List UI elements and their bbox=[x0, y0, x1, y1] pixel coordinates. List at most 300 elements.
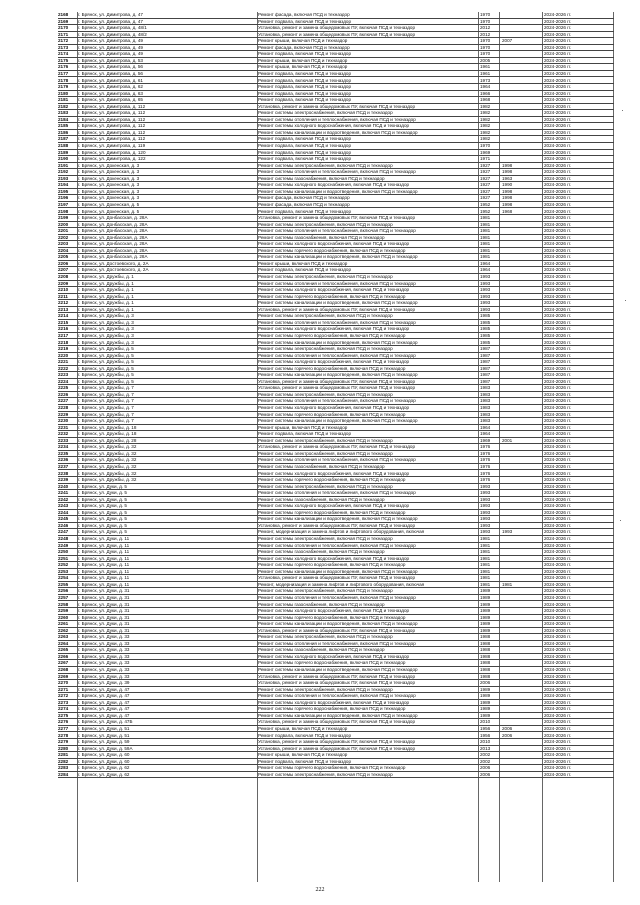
table-row bbox=[58, 680, 614, 687]
row-address: г. Брянск, ул. Дуки, д. 11 bbox=[78, 536, 130, 541]
row-address: г. Брянск, ул. Димитрова, д. 56 bbox=[78, 64, 143, 70]
row-work-type: Ремонт системы канализации и водоотведения, включая ПСД и техназдор bbox=[258, 300, 418, 306]
table-row bbox=[58, 136, 614, 143]
table-row bbox=[58, 556, 614, 563]
row-year-repair bbox=[502, 104, 518, 110]
row-year-built: 1981 bbox=[480, 234, 491, 240]
table-row bbox=[58, 595, 614, 602]
table-row bbox=[58, 300, 614, 307]
row-year-repair bbox=[502, 359, 518, 365]
table-row bbox=[58, 484, 614, 491]
row-year-repair bbox=[502, 261, 518, 267]
table-row bbox=[58, 418, 614, 425]
row-period: 2024-2026 гг. bbox=[544, 57, 572, 63]
row-work-type: Ремонт системы отопления и теплоснабжения, включая ПСД и техназдор bbox=[258, 319, 416, 325]
row-number: 2262 bbox=[58, 627, 69, 633]
row-period: 2024-2026 гг. bbox=[544, 372, 572, 378]
row-year-built: 1993 bbox=[480, 509, 491, 515]
row-period: 2024-2026 гг. bbox=[544, 228, 572, 234]
row-year-built: 1983 bbox=[480, 405, 491, 410]
row-work-type: Ремонт системы отопления и теплоснабжения, включая ПСД и техназдор bbox=[258, 457, 416, 463]
row-period: 2024-2026 гг. bbox=[544, 260, 572, 266]
row-year-built: 1968 bbox=[480, 97, 491, 103]
table-row bbox=[58, 78, 614, 85]
row-number: 2243 bbox=[58, 503, 69, 509]
table-row bbox=[58, 588, 614, 595]
row-address: г. Брянск, ул. Дуки, д. 62 bbox=[78, 771, 130, 777]
row-year-built: 1987 bbox=[480, 365, 491, 371]
row-year-built: 1988 bbox=[480, 667, 491, 672]
row-period: 2024-2026 гг. bbox=[544, 208, 572, 214]
row-period: 2024-2026 гг. bbox=[544, 725, 572, 731]
row-number: 2283 bbox=[58, 765, 69, 771]
table-row bbox=[58, 294, 614, 301]
table-row bbox=[58, 615, 614, 622]
row-period: 2024-2026 гг. bbox=[544, 568, 572, 574]
row-year-repair bbox=[502, 706, 518, 712]
row-year-repair bbox=[502, 628, 518, 634]
row-period: 2024-2026 гг. bbox=[544, 765, 572, 771]
row-year-repair bbox=[502, 660, 518, 666]
row-year-repair bbox=[502, 91, 518, 97]
row-year-built: 1976 bbox=[480, 477, 491, 483]
row-year-repair bbox=[502, 45, 518, 51]
row-work-type: Ремонт системы электроснабжения, включая ПСД и техназдор bbox=[258, 483, 393, 489]
table-row bbox=[58, 58, 614, 65]
row-work-type: Ремонт системы горячего водоснабжения, включая ПСД и техназдор bbox=[258, 411, 406, 417]
row-year-repair bbox=[502, 84, 518, 90]
table-row bbox=[58, 91, 614, 98]
row-work-type: Ремонт крыши, включая ПСД и техназдор bbox=[258, 725, 348, 731]
row-address: г. Брянск, ул. Димитрова, д. 122 bbox=[78, 156, 146, 162]
table-row bbox=[58, 431, 614, 438]
row-year-repair bbox=[502, 340, 518, 346]
row-year-built: 1989 bbox=[480, 601, 491, 607]
row-year-repair bbox=[502, 110, 518, 116]
row-period: 2024-2026 гг. bbox=[544, 536, 572, 541]
row-number: 2184 bbox=[58, 116, 69, 122]
row-work-type: Ремонт системы холодного водоснабжения, включая ПСД и техназдор bbox=[258, 359, 410, 365]
row-period: 2024-2026 гг. bbox=[544, 490, 572, 496]
row-work-type: Установка, ремонт и замена общедомовых ПУ, включая ПСД и техназдор bbox=[258, 739, 416, 745]
table-row bbox=[58, 739, 614, 746]
row-number: 2269 bbox=[58, 673, 69, 679]
table-row bbox=[58, 477, 614, 484]
table-row bbox=[58, 32, 614, 39]
row-address: г. Брянск, ул. Донбасская, д. 28А bbox=[78, 221, 148, 227]
row-work-type: Ремонт подвала, включая ПСД и техназдор bbox=[258, 70, 352, 76]
row-number: 2248 bbox=[58, 536, 69, 541]
table-row bbox=[58, 752, 614, 759]
row-year-repair bbox=[502, 602, 518, 608]
row-address: г. Брянск, ул. Димитрова, д. 62 bbox=[78, 84, 143, 90]
row-number: 2178 bbox=[58, 77, 69, 83]
row-year-built: 1981 bbox=[480, 247, 491, 253]
row-year-built: 1973 bbox=[480, 77, 491, 83]
row-year-repair bbox=[502, 457, 518, 463]
row-work-type: Ремонт системы холодного водоснабжения, включая ПСД и техназдор bbox=[258, 699, 410, 705]
row-year-built: 1983 bbox=[480, 411, 491, 417]
row-period: 2024-2026 гг. bbox=[544, 287, 572, 293]
row-year-repair bbox=[502, 543, 518, 549]
row-period: 2024-2026 гг. bbox=[544, 699, 572, 705]
row-address: г. Брянск, ул. Дуки, д. 51 bbox=[78, 725, 130, 731]
row-work-type: Ремонт подвала, включая ПСД и техназдор bbox=[258, 208, 352, 214]
table-row bbox=[58, 313, 614, 320]
row-period: 2024-2026 гг. bbox=[544, 424, 572, 430]
row-work-type: Ремонт крыши, включая ПСД и техназдор bbox=[258, 57, 348, 63]
row-number: 2279 bbox=[58, 739, 69, 745]
table-row bbox=[58, 405, 614, 412]
row-number: 2242 bbox=[58, 496, 69, 502]
row-year-repair bbox=[502, 150, 518, 156]
row-address: г. Брянск, ул. Димитрова, д. 120 bbox=[78, 149, 146, 155]
row-number: 2210 bbox=[58, 287, 69, 293]
row-year-built: 1983 bbox=[480, 385, 491, 391]
row-address: г. Брянск, ул. Дуки, д. 47 bbox=[78, 712, 130, 718]
row-year-repair bbox=[502, 739, 518, 745]
row-year-built: 1985 bbox=[480, 319, 491, 325]
row-year-built: 1989 bbox=[480, 693, 491, 699]
row-address: г. Брянск, ул. Дуки, д. 33 bbox=[78, 640, 130, 646]
row-year-repair bbox=[502, 654, 518, 660]
row-period: 2024-2026 гг. bbox=[544, 70, 572, 76]
row-period: 2024-2026 гг. bbox=[544, 470, 572, 476]
row-address: г. Брянск, ул. Докенская, д. 3 bbox=[78, 195, 140, 201]
row-work-type: Ремонт системы канализации и водоотведения, включая ПСД и техназдор bbox=[258, 621, 418, 627]
table-row bbox=[58, 549, 614, 556]
table-row bbox=[58, 326, 614, 333]
row-work-type: Ремонт системы холодного водоснабжения, включая ПСД и техназдор bbox=[258, 123, 410, 129]
row-number: 2194 bbox=[58, 182, 69, 188]
scan-speck bbox=[625, 300, 626, 301]
row-number: 2203 bbox=[58, 241, 69, 247]
row-work-type: Ремонт системы электроснабжения, включая ПСД и техназдор bbox=[258, 634, 393, 640]
row-address: г. Брянск, ул. Дуки, д. 33 bbox=[78, 634, 130, 640]
row-year-built: 1988 bbox=[480, 634, 491, 640]
table-row bbox=[58, 582, 614, 589]
row-year-repair bbox=[502, 562, 518, 568]
row-year-built: 1985 bbox=[480, 339, 491, 345]
row-year-built: 1970 bbox=[480, 44, 491, 50]
row-address: г. Брянск, ул. Димитрова, д. 65 bbox=[78, 97, 143, 103]
row-number: 2241 bbox=[58, 490, 69, 496]
row-period: 2024-2026 гг. bbox=[544, 188, 572, 194]
table-row bbox=[58, 51, 614, 58]
row-year-repair bbox=[502, 235, 518, 241]
row-year-built: 1989 bbox=[480, 594, 491, 600]
row-address: г. Брянск, ул. Димитрова, д. 112 bbox=[78, 123, 146, 129]
row-address: г. Брянск, ул. Дружбы, д. 1 bbox=[78, 293, 134, 299]
row-address: г. Брянск, ул. Дружбы, д. 32 bbox=[78, 463, 137, 469]
row-period: 2024-2026 гг. bbox=[544, 581, 572, 587]
row-year-built: 1989 bbox=[480, 686, 491, 692]
row-number: 2186 bbox=[58, 129, 69, 135]
row-period: 2024-2026 гг. bbox=[544, 653, 572, 659]
row-year-repair bbox=[502, 693, 518, 699]
table-row bbox=[58, 222, 614, 229]
row-year-repair bbox=[502, 431, 518, 437]
row-work-type: Ремонт системы электроснабжения, включая ПСД и техназдор bbox=[258, 588, 393, 594]
table-row bbox=[58, 536, 614, 543]
row-year-built: 1989 bbox=[480, 621, 491, 627]
row-address: г. Брянск, ул. Докенская, д. 3 bbox=[78, 188, 140, 194]
table-row bbox=[58, 209, 614, 216]
row-number: 2282 bbox=[58, 758, 69, 764]
row-work-type: Ремонт системы отопления и теплоснабжения, включая ПСД и техназдор bbox=[258, 352, 416, 358]
row-address: г. Брянск, ул. Донбасская, д. 28А bbox=[78, 247, 148, 253]
row-number: 2265 bbox=[58, 647, 69, 653]
row-year-built: 1971 bbox=[480, 156, 491, 162]
row-number: 2223 bbox=[58, 372, 69, 378]
row-period: 2024-2026 гг. bbox=[544, 280, 572, 286]
table-row bbox=[58, 372, 614, 379]
row-year-repair bbox=[502, 621, 518, 627]
row-period: 2024-2026 гг. bbox=[544, 136, 572, 142]
row-year-repair bbox=[502, 307, 518, 313]
table-row bbox=[58, 117, 614, 124]
row-work-type: Ремонт системы электроснабжения, включая ПСД и техназдор bbox=[258, 391, 393, 397]
table-row bbox=[58, 667, 614, 674]
table-row bbox=[58, 529, 614, 536]
row-year-repair bbox=[502, 392, 518, 398]
row-year-repair bbox=[502, 503, 518, 509]
row-work-type: Ремонт системы газоснабжения, включая ПСД и техназдор bbox=[258, 549, 385, 555]
row-address: г. Брянск, ул. Димитрова, д. 53 bbox=[78, 57, 143, 63]
table-row bbox=[58, 569, 614, 576]
row-year-built: 1987 bbox=[480, 372, 491, 378]
row-number: 2173 bbox=[58, 44, 69, 50]
row-number: 2254 bbox=[58, 575, 69, 581]
row-year-built: 1993 bbox=[480, 300, 491, 306]
row-address: г. Брянск, ул. Дуки, д. 5 bbox=[78, 490, 127, 496]
row-number: 2259 bbox=[58, 608, 69, 614]
table-row bbox=[58, 660, 614, 667]
table-row bbox=[58, 398, 614, 405]
row-year-built: 1993 bbox=[480, 529, 491, 535]
row-year-repair bbox=[502, 674, 518, 680]
row-period: 2024-2026 гг. bbox=[544, 640, 572, 646]
row-number: 2179 bbox=[58, 84, 69, 90]
row-period: 2024-2026 гг. bbox=[544, 758, 572, 764]
row-number: 2169 bbox=[58, 18, 69, 24]
row-address: г. Брянск, ул. Дуки, д. 33 bbox=[78, 660, 130, 666]
row-address: г. Брянск, ул. Дуки, д. 11 bbox=[78, 542, 130, 548]
row-address: г. Брянск, ул. Дружбы, д. 1 bbox=[78, 306, 134, 312]
row-address: г. Брянск, ул. Донбасская, д. 28А bbox=[78, 241, 148, 247]
row-year-repair bbox=[502, 346, 518, 352]
row-period: 2024-2026 гг. bbox=[544, 215, 572, 221]
row-work-type: Ремонт системы электроснабжения, включая ПСД и техназдор bbox=[258, 686, 393, 692]
row-year-repair bbox=[502, 300, 518, 306]
row-number: 2239 bbox=[58, 477, 69, 483]
row-address: г. Брянск, ул. Димитрова, д. 119 bbox=[78, 143, 146, 148]
table-row bbox=[58, 189, 614, 196]
row-year-built: 1993 bbox=[480, 522, 491, 528]
row-year-repair bbox=[502, 713, 518, 719]
row-number: 2260 bbox=[58, 614, 69, 620]
row-work-type: Ремонт подвала, включая ПСД и техназдор bbox=[258, 156, 352, 162]
row-year-built: 1961 bbox=[480, 64, 491, 70]
table-row bbox=[58, 497, 614, 504]
table-row bbox=[58, 12, 614, 19]
row-period: 2024-2026 гг. bbox=[544, 712, 572, 718]
row-work-type: Ремонт системы электроснабжения, включая ПСД и техназдор bbox=[258, 110, 393, 116]
row-period: 2024-2026 гг. bbox=[544, 457, 572, 463]
row-year-built: 1927 bbox=[480, 182, 491, 188]
row-work-type: Ремонт крыши, включая ПСД и техназдор bbox=[258, 38, 348, 44]
row-year-built: 1988 bbox=[480, 673, 491, 679]
row-period: 2024-2026 гг. bbox=[544, 241, 572, 247]
row-work-type: Ремонт системы горячего водоснабжения, включая ПСД и техназдор bbox=[258, 477, 406, 483]
row-work-type: Ремонт системы горячего водоснабжения, включая ПСД и техназдор bbox=[258, 614, 406, 620]
row-year-repair bbox=[502, 97, 518, 103]
row-year-built: 1981 bbox=[480, 536, 491, 541]
row-year-built: 1976 bbox=[480, 450, 491, 456]
row-number: 2172 bbox=[58, 38, 69, 44]
row-address: г. Брянск, ул. Дуки, д. 47 bbox=[78, 686, 130, 692]
table-row bbox=[58, 150, 614, 157]
row-work-type: Установка, ремонт и замена общедомовых ПУ, включая ПСД и техназдор bbox=[258, 522, 416, 528]
row-year-built: 1987 bbox=[480, 378, 491, 384]
row-work-type: Ремонт системы электроснабжения, включая ПСД и техназдор bbox=[258, 437, 393, 443]
row-period: 2024-2026 гг. bbox=[544, 51, 572, 57]
row-address: г. Брянск, ул. Дружбы, д. 18 bbox=[78, 431, 137, 437]
row-period: 2024-2026 гг. bbox=[544, 267, 572, 273]
row-year-repair bbox=[502, 425, 518, 431]
row-work-type: Установка, ремонт и замена общедомовых ПУ, включая ПСД и техназдор bbox=[258, 680, 416, 686]
row-period: 2024-2026 гг. bbox=[544, 103, 572, 109]
row-year-built: 2010 bbox=[480, 719, 491, 725]
row-year-built: 1981 bbox=[480, 241, 491, 247]
row-period: 2024-2026 гг. bbox=[544, 44, 572, 50]
row-address: г. Брянск, ул. Дружбы, д. 5 bbox=[78, 372, 134, 378]
row-work-type: Ремонт системы газоснабжения, включая ПСД и техназдор bbox=[258, 647, 385, 653]
row-period: 2024-2026 гг. bbox=[544, 234, 572, 240]
row-year-repair bbox=[502, 687, 518, 693]
row-number: 2258 bbox=[58, 601, 69, 607]
row-period: 2024-2026 гг. bbox=[544, 706, 572, 712]
row-year-built: 1993 bbox=[480, 306, 491, 312]
row-year-repair bbox=[502, 484, 518, 490]
row-work-type: Установка, ремонт и замена общедомовых ПУ, включая ПСД и техназдор bbox=[258, 627, 416, 633]
row-work-type: Ремонт крыши, включая ПСД и техназдор bbox=[258, 424, 348, 430]
row-work-type: Ремонт системы газоснабжения, включая ПСД и техназдор bbox=[258, 175, 385, 181]
row-year-built: 1983 bbox=[480, 418, 491, 424]
row-year-repair bbox=[502, 136, 518, 142]
row-year-built: 1961 bbox=[480, 70, 491, 76]
row-address: г. Брянск, ул. Димитрова, д. 63 bbox=[78, 90, 143, 96]
row-year-repair bbox=[502, 418, 518, 424]
row-year-built: 2002 bbox=[480, 758, 491, 764]
row-work-type: Ремонт системы электроснабжения, включая ПСД и техназдор bbox=[258, 162, 393, 168]
row-year-built: 1989 bbox=[480, 627, 491, 633]
row-address: г. Брянск, ул. Дуки, д. 59А bbox=[78, 745, 133, 751]
row-year-built: 1970 bbox=[480, 18, 491, 24]
row-number: 2215 bbox=[58, 319, 69, 325]
row-year-repair bbox=[502, 241, 518, 247]
row-address: г. Брянск, ул. Дуки, д. 5 bbox=[78, 529, 127, 535]
row-work-type: Ремонт системы холодного водоснабжения, включая ПСД и техназдор bbox=[258, 470, 410, 476]
row-number: 2168 bbox=[58, 12, 69, 17]
table-row bbox=[58, 195, 614, 202]
table-row bbox=[58, 700, 614, 707]
row-number: 2190 bbox=[58, 156, 69, 162]
row-number: 2192 bbox=[58, 169, 69, 175]
table-row bbox=[58, 64, 614, 71]
row-year-repair bbox=[502, 326, 518, 332]
row-address: г. Брянск, ул. Дуки, д. 11 bbox=[78, 568, 130, 574]
row-work-type: Ремонт системы холодного водоснабжения, включая ПСД и техназдор bbox=[258, 405, 410, 410]
row-period: 2024-2026 гг. bbox=[544, 405, 572, 410]
row-work-type: Ремонт системы отопления и теплоснабжения, включая ПСД и техназдор bbox=[258, 490, 416, 496]
row-number: 2207 bbox=[58, 267, 69, 273]
row-address: г. Брянск, ул. Дружбы, д. 3 bbox=[78, 319, 134, 325]
row-address: г. Брянск, ул. Дружбы, д. 7 bbox=[78, 391, 134, 397]
row-address: г. Брянск, ул. Докенская, д. 3 bbox=[78, 175, 140, 181]
row-year-repair: 1998 bbox=[502, 195, 513, 201]
row-address: г. Брянск, ул. Дружбы, д. 3 bbox=[78, 339, 134, 345]
row-work-type: Ремонт подвала, включая ПСД и техназдор bbox=[258, 84, 352, 90]
row-period: 2024-2026 гг. bbox=[544, 359, 572, 365]
row-number: 2219 bbox=[58, 346, 69, 352]
row-period: 2024-2026 гг. bbox=[544, 647, 572, 653]
row-year-repair bbox=[502, 398, 518, 404]
row-year-built: 1981 bbox=[480, 254, 491, 260]
row-address: г. Брянск, ул. Дуки, д. 33 bbox=[78, 673, 130, 679]
row-number: 2189 bbox=[58, 149, 69, 155]
row-work-type: Ремонт подвала, включая ПСД и техназдор bbox=[258, 267, 352, 273]
row-address: г. Брянск, ул. Дуки, д. 60 bbox=[78, 752, 130, 758]
row-year-built: 1976 bbox=[480, 457, 491, 463]
row-year-built: 1969 bbox=[480, 437, 491, 443]
row-address: г. Брянск, ул. Димитрова, д. 112 bbox=[78, 136, 146, 142]
row-year-built: 1993 bbox=[480, 293, 491, 299]
table-row bbox=[58, 392, 614, 399]
row-number: 2235 bbox=[58, 450, 69, 456]
scan-speck bbox=[620, 520, 621, 521]
table-row bbox=[58, 438, 614, 445]
table-row bbox=[58, 733, 614, 740]
row-address: г. Брянск, ул. Докенская, д. 3 bbox=[78, 162, 140, 168]
row-work-type: Ремонт системы канализации и водоотведения, включая ПСД и техназдор bbox=[258, 712, 418, 718]
row-work-type: Ремонт подвала, включая ПСД и техназдор bbox=[258, 143, 352, 148]
row-work-type: Установка, ремонт и замена общедомовых ПУ, включая ПСД и техназдор bbox=[258, 745, 416, 751]
row-period: 2024-2026 гг. bbox=[544, 496, 572, 502]
table-row bbox=[58, 719, 614, 726]
row-address: г. Брянск, ул. Дуки, д. 51 bbox=[78, 732, 130, 738]
row-year-repair: 1968 bbox=[502, 208, 513, 214]
row-period: 2024-2026 гг. bbox=[544, 31, 572, 37]
row-year-repair bbox=[502, 25, 518, 31]
table-row bbox=[58, 412, 614, 419]
table-row bbox=[58, 123, 614, 130]
row-year-built: 1952 bbox=[480, 201, 491, 207]
row-address: г. Брянск, ул. Донбасская, д. 28А bbox=[78, 228, 148, 234]
row-number: 2206 bbox=[58, 260, 69, 266]
row-year-built: 2006 bbox=[480, 680, 491, 686]
row-year-repair bbox=[502, 752, 518, 758]
table-row bbox=[58, 340, 614, 347]
row-number: 2237 bbox=[58, 463, 69, 469]
row-address: г. Брянск, ул. Дуки, д. 60 bbox=[78, 758, 130, 764]
row-work-type: Ремонт системы горячего водоснабжения, включая ПСД и техназдор bbox=[258, 293, 406, 299]
row-year-built: 1970 bbox=[480, 38, 491, 44]
row-work-type: Ремонт системы отопления и теплоснабжения, включая ПСД и техназдор bbox=[258, 640, 416, 646]
row-work-type: Ремонт системы канализации и водоотведения, включая ПСД и техназдор bbox=[258, 129, 418, 135]
row-period: 2024-2026 гг. bbox=[544, 680, 572, 686]
row-work-type: Ремонт системы канализации и водоотведения, включая ПСД и техназдор bbox=[258, 516, 418, 522]
